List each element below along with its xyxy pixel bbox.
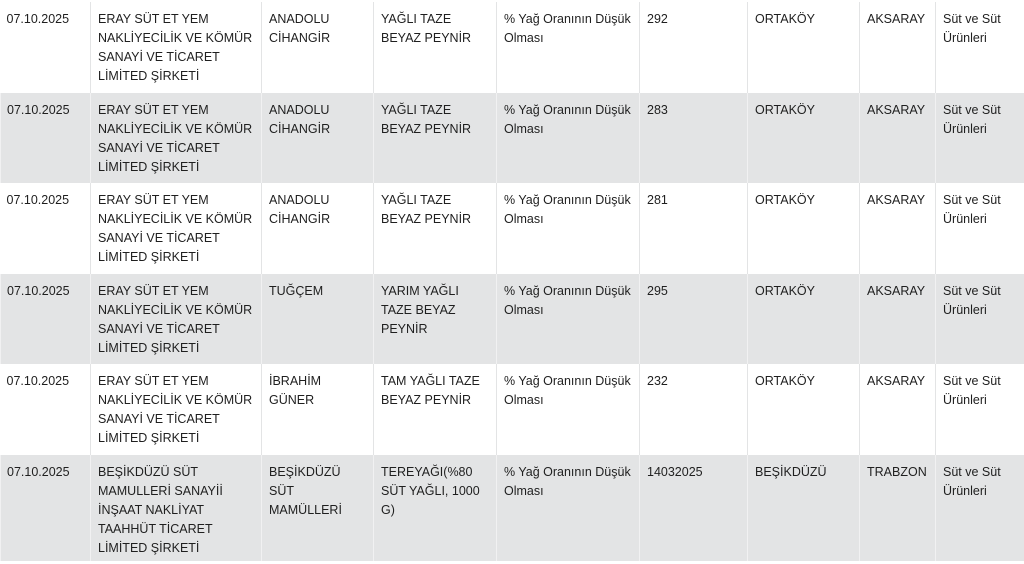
- batch-cell: 283: [640, 93, 748, 184]
- city-cell: AKSARAY: [860, 93, 936, 184]
- date-cell: 07.10.2025: [6, 374, 70, 388]
- product-cell: TEREYAĞI(%80 SÜT YAĞLI, 1000 G): [374, 455, 497, 561]
- category-cell: Süt ve Süt Ürünleri: [936, 183, 1024, 274]
- company-cell: ERAY SÜT ET YEM NAKLİYECİLİK VE KÖMÜR SANAYİ VE TİCARET LİMİTED ŞİRKETİ: [91, 93, 262, 184]
- company-cell: ERAY SÜT ET YEM NAKLİYECİLİK VE KÖMÜR SANAYİ VE TİCARET LİMİTED ŞİRKETİ: [91, 2, 262, 93]
- issue-cell: % Yağ Oranının Düşük Olması: [497, 93, 640, 184]
- city-cell: AKSARAY: [860, 364, 936, 455]
- brand-cell: ANADOLU CİHANGİR: [262, 2, 374, 93]
- issue-cell: % Yağ Oranının Düşük Olması: [497, 455, 640, 561]
- table-row: [1, 455, 1024, 561]
- company-cell: BEŞİKDÜZÜ SÜT MAMULLERİ SANAYİİ İNŞAAT NAKLİYAT TAAHHÜT TİCARET LİMİTED ŞİRKETİ: [91, 455, 262, 561]
- category-cell: Süt ve Süt Ürünleri: [936, 2, 1024, 93]
- date-cell: 07.10.2025: [1, 274, 91, 365]
- table-row: [1, 183, 1024, 274]
- product-cell: TAM YAĞLI TAZE BEYAZ PEYNİR: [374, 364, 497, 455]
- category-cell: Süt ve Süt Ürünleri: [936, 364, 1024, 455]
- category-cell: Süt ve Süt Ürünleri: [936, 274, 1024, 365]
- district-cell: ORTAKÖY: [748, 93, 860, 184]
- brand-cell: TUĞÇEM: [262, 274, 374, 365]
- issue-cell: % Yağ Oranının Düşük Olması: [497, 183, 640, 274]
- city-cell: AKSARAY: [860, 183, 936, 274]
- issue-cell: % Yağ Oranının Düşük Olması: [497, 2, 640, 93]
- district-cell: ORTAKÖY: [748, 183, 860, 274]
- table-row: [1, 364, 1024, 455]
- batch-cell: 295: [640, 274, 748, 365]
- batch-cell: 232: [640, 364, 748, 455]
- table-row: [1, 2, 1024, 93]
- date-cell: 07.10.2025: [6, 193, 70, 207]
- district-cell: ORTAKÖY: [748, 274, 860, 365]
- date-cell: 07.10.2025: [1, 455, 91, 561]
- inspection-results-table: [0, 2, 1024, 561]
- date-cell: 07.10.2025: [1, 93, 91, 184]
- issue-cell: % Yağ Oranının Düşük Olması: [497, 364, 640, 455]
- company-cell: ERAY SÜT ET YEM NAKLİYECİLİK VE KÖMÜR SANAYİ VE TİCARET LİMİTED ŞİRKETİ: [91, 364, 262, 455]
- brand-cell: İBRAHİM GÜNER: [262, 364, 374, 455]
- table-row: [1, 274, 1024, 365]
- city-cell: TRABZON: [860, 455, 936, 561]
- city-cell: AKSARAY: [860, 274, 936, 365]
- brand-cell: ANADOLU CİHANGİR: [262, 93, 374, 184]
- product-cell: YARIM YAĞLI TAZE BEYAZ PEYNİR: [374, 274, 497, 365]
- batch-cell: 281: [640, 183, 748, 274]
- category-cell: Süt ve Süt Ürünleri: [936, 93, 1024, 184]
- category-cell: Süt ve Süt Ürünleri: [936, 455, 1024, 561]
- company-cell: ERAY SÜT ET YEM NAKLİYECİLİK VE KÖMÜR SANAYİ VE TİCARET LİMİTED ŞİRKETİ: [91, 274, 262, 365]
- company-cell: ERAY SÜT ET YEM NAKLİYECİLİK VE KÖMÜR SANAYİ VE TİCARET LİMİTED ŞİRKETİ: [91, 183, 262, 274]
- district-cell: BEŞİKDÜZÜ: [748, 455, 860, 561]
- district-cell: ORTAKÖY: [748, 364, 860, 455]
- batch-cell: 292: [640, 2, 748, 93]
- product-cell: YAĞLI TAZE BEYAZ PEYNİR: [374, 93, 497, 184]
- batch-cell: 14032025: [640, 455, 748, 561]
- district-cell: ORTAKÖY: [748, 2, 860, 93]
- product-cell: YAĞLI TAZE BEYAZ PEYNİR: [374, 2, 497, 93]
- brand-cell: BEŞİKDÜZÜ SÜT MAMÜLLERİ: [262, 455, 374, 561]
- table-row: [1, 93, 1024, 184]
- date-cell: 07.10.2025: [6, 12, 70, 26]
- brand-cell: ANADOLU CİHANGİR: [262, 183, 374, 274]
- city-cell: AKSARAY: [860, 2, 936, 93]
- product-cell: YAĞLI TAZE BEYAZ PEYNİR: [374, 183, 497, 274]
- issue-cell: % Yağ Oranının Düşük Olması: [497, 274, 640, 365]
